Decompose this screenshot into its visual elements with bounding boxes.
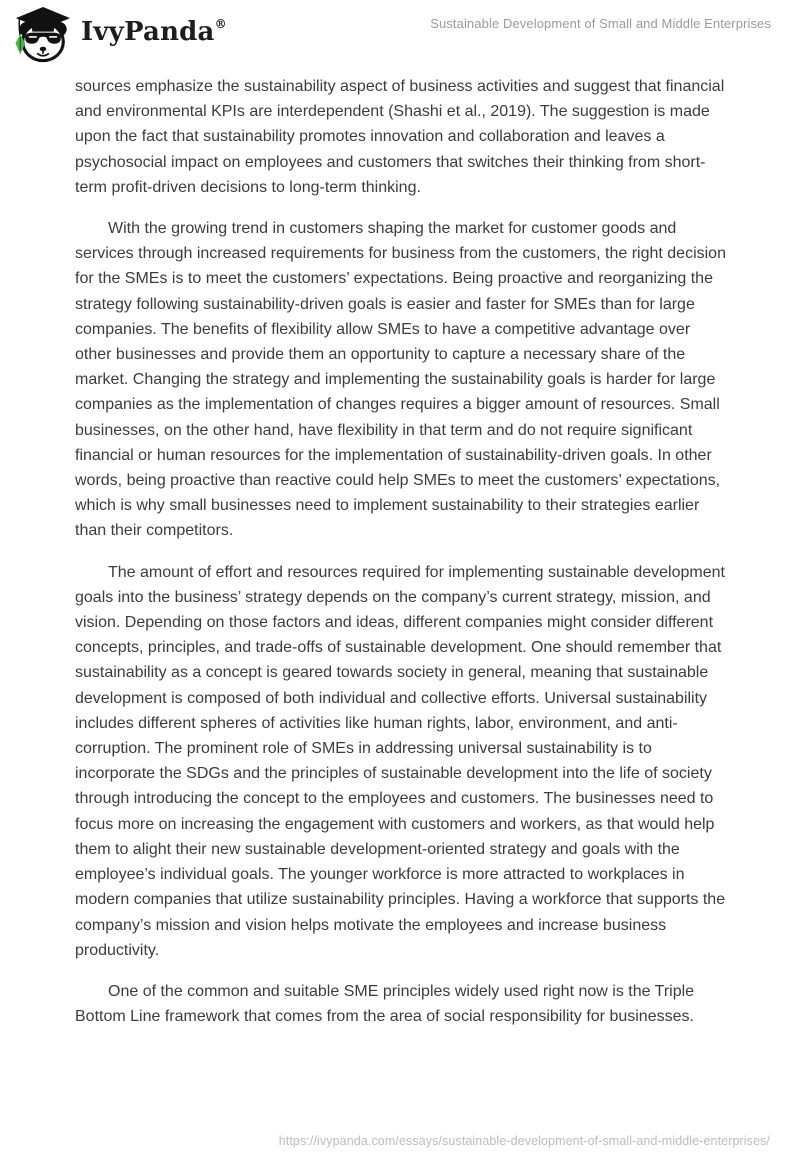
brand-text: IvyPanda bbox=[81, 17, 215, 47]
document-title: Sustainable Development of Small and Middle Enterprises bbox=[430, 16, 771, 31]
page-header bbox=[0, 0, 800, 72]
essay-paragraph: With the growing trend in customers shaping the market for customer goods and services through increased requirements for business from the customers, the right decision for the SMEs is to meet the customers’ expectations. Being proactive and reorganizing the strategy following sustainability-driven goals is easier and faster for SMEs than for large companies. The benefits of flexibility allow SMEs to have a competitive advantage over other businesses and provide them an opportunity to capture a necessary share of the market. Changing the strategy and implementing the sustainability goals is harder for large companies as the implementation of changes requires a bigger amount of resources. Small businesses, on the other hand, have flexibility in that term and do not require significant financial or human resources for the implementation of sustainability-driven goals. In other words, being proactive than reactive could help SMEs to meet the customers’ expectations, which is why small businesses need to implement sustainability to their strategies earlier than their competitors. bbox=[75, 220, 726, 540]
essay-paragraph: sources emphasize the sustainability aspect of business activities and suggest that financial and environmental KPIs are interdependent (Shashi et al., 2019). The suggestion is made upon the fact that sustainability promotes innovation and collaboration and leaves a psychosocial impact on employees and customers that switches their thinking from short-term profit-driven decisions to long-term thinking. bbox=[75, 78, 725, 196]
ivypanda-logo-icon bbox=[14, 6, 72, 64]
source-url: https://ivypanda.com/essays/sustainable-development-of-small-and-middle-enterprises/ bbox=[278, 1134, 770, 1148]
registered-trademark: ® bbox=[214, 17, 227, 32]
brand-name bbox=[81, 17, 227, 47]
essay-body bbox=[75, 74, 727, 1045]
essay-paragraph: One of the common and suitable SME principles widely used right now is the Triple Bottom Line framework that comes from the area of social responsibility for businesses. bbox=[75, 982, 695, 1026]
essay-paragraph: The amount of effort and resources required for implementing sustainable development goals into the business’ strategy depends on the company’s current strategy, mission, and vision. Depending on those factors and ideas, different companies might consider different concepts, principles, and trade-offs of sustainable development. One should remember that sustainability as a concept is geared towards society in general, meaning that sustainable development is composed of both individual and collective efforts. Universal sustainability includes different spheres of activities like human rights, labor, environment, and anti-corruption. The prominent role of SMEs in addressing universal sustainability is to incorporate the SDGs and the principles of sustainable development into the life of society through introducing the concept to the employees and customers. The businesses need to focus more on increasing the engagement with customers and workers, as that would help them to alight their new sustainable development-oriented strategy and goals with the employee’s individual goals. The younger workforce is more attracted to workplaces in modern companies that utilize sustainability principles. Having a workforce that supports the company’s mission and vision helps motivate the employees and increase business productivity. bbox=[75, 563, 726, 959]
